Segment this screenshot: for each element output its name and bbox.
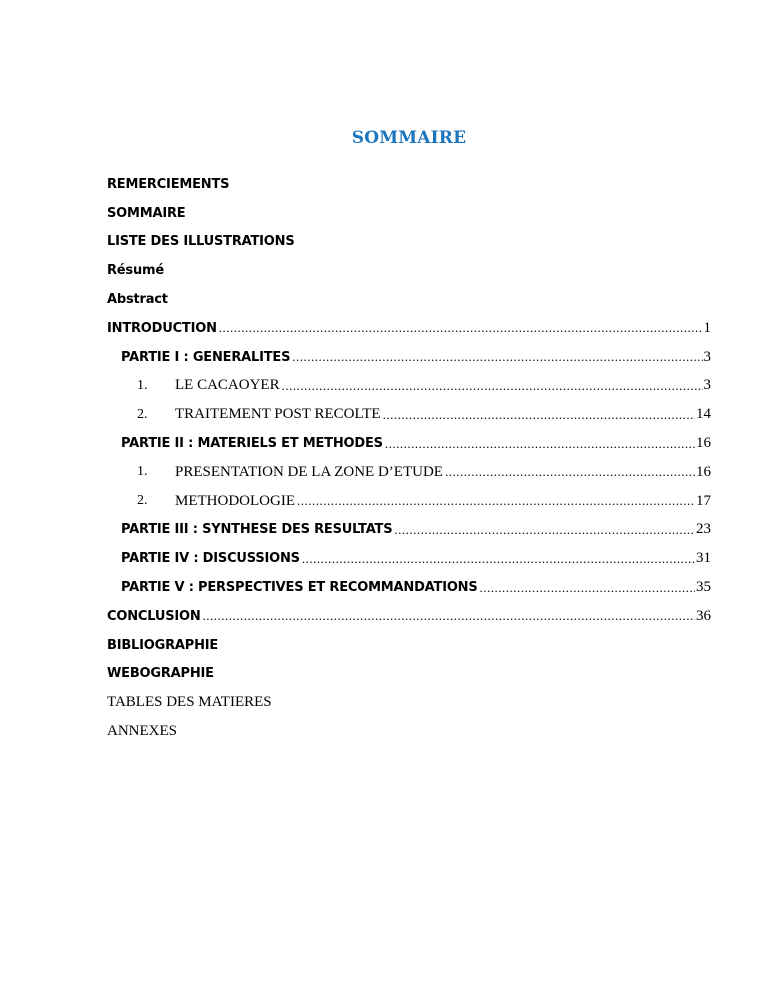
toc-entry-presentation-zone[interactable] (107, 458, 711, 487)
toc-entry-label: WEBOGRAPHIE (107, 666, 214, 682)
toc-entry-label: PRESENTATION DE LA ZONE D’ETUDE (175, 463, 443, 480)
toc-entry-label: METHODOLOGIE (175, 492, 295, 509)
toc-entry-resume[interactable] (107, 256, 711, 285)
toc-entry-label: TABLES DES MATIERES (107, 694, 272, 711)
toc-entry-bibliographie[interactable] (107, 631, 711, 660)
dot-leader (203, 608, 695, 624)
dot-leader (445, 464, 695, 480)
toc-entry-label: CONCLUSION (107, 608, 201, 624)
toc-entry-label: Résumé (107, 263, 164, 279)
toc-entry-conclusion[interactable] (107, 602, 711, 631)
dot-leader (297, 493, 695, 509)
toc-page-number: 16 (696, 463, 711, 480)
toc-entry-label: LE CACAOYER (175, 377, 280, 394)
toc-entry-traitement-post-recolte[interactable] (107, 400, 711, 429)
dot-leader (394, 522, 695, 538)
toc-entry-abstract[interactable] (107, 285, 711, 314)
toc-entry-label: PARTIE IV : DISCUSSIONS (121, 551, 300, 567)
toc-page-number: 35 (696, 579, 711, 596)
dot-leader (302, 551, 695, 567)
toc-entry-label: ANNEXES (107, 723, 177, 740)
toc-entry-label: PARTIE V : PERSPECTIVES ET RECOMMANDATIONS (121, 580, 478, 596)
toc-page-number: 3 (703, 348, 711, 365)
toc-entry-label: REMERCIEMENTS (107, 176, 230, 192)
toc-entry-sommaire[interactable] (107, 199, 711, 228)
toc-item-number: 1. (137, 377, 148, 393)
toc-entry-annexes[interactable] (107, 717, 711, 746)
toc-entry-methodologie[interactable] (107, 487, 711, 516)
toc-entry-label: SOMMAIRE (107, 205, 186, 221)
toc-entry-label: Abstract (107, 292, 168, 308)
toc-entry-partie-1[interactable] (107, 343, 711, 372)
toc-item-number: 2. (137, 406, 148, 422)
toc-entry-partie-2[interactable] (107, 429, 711, 458)
page-title: SOMMAIRE (351, 128, 467, 148)
table-of-contents (107, 170, 711, 746)
toc-page-number: 23 (696, 521, 711, 538)
dot-leader (219, 320, 703, 336)
toc-item-number: 1. (137, 464, 148, 480)
toc-entry-label: TRAITEMENT POST RECOLTE (175, 406, 381, 423)
toc-item-number: 2. (137, 493, 148, 509)
toc-page-number: 36 (696, 607, 711, 624)
toc-entry-label: BIBLIOGRAPHIE (107, 637, 219, 653)
toc-entry-label: PARTIE II : MATERIELS ET METHODES (121, 436, 383, 452)
dot-leader (282, 378, 703, 394)
toc-entry-label: PARTIE III : SYNTHESE DES RESULTATS (121, 522, 393, 538)
toc-entry-label: LISTE DES ILLUSTRATIONS (107, 234, 295, 250)
toc-page-number: 16 (696, 435, 711, 452)
toc-entry-label: INTRODUCTION (107, 320, 217, 336)
toc-entry-tables-matieres[interactable] (107, 688, 711, 717)
toc-page-number: 14 (696, 406, 711, 423)
toc-entry-cacaoyer[interactable] (107, 372, 711, 401)
toc-page-number: 17 (696, 492, 711, 509)
dot-leader (383, 407, 695, 423)
toc-entry-label: PARTIE I : GENERALITES (121, 349, 291, 365)
toc-page-number: 1 (703, 319, 711, 336)
toc-page-number: 31 (696, 550, 711, 567)
toc-page-number: 3 (703, 377, 711, 394)
toc-entry-introduction[interactable] (107, 314, 711, 343)
toc-entry-partie-5[interactable] (107, 573, 711, 602)
toc-entry-partie-4[interactable] (107, 544, 711, 573)
toc-entry-webographie[interactable] (107, 660, 711, 689)
toc-entry-partie-3[interactable] (107, 516, 711, 545)
toc-entry-remerciements[interactable] (107, 170, 711, 199)
dot-leader (385, 436, 695, 452)
dot-leader (292, 349, 702, 365)
toc-entry-liste-illustrations[interactable] (107, 228, 711, 257)
dot-leader (480, 580, 695, 596)
